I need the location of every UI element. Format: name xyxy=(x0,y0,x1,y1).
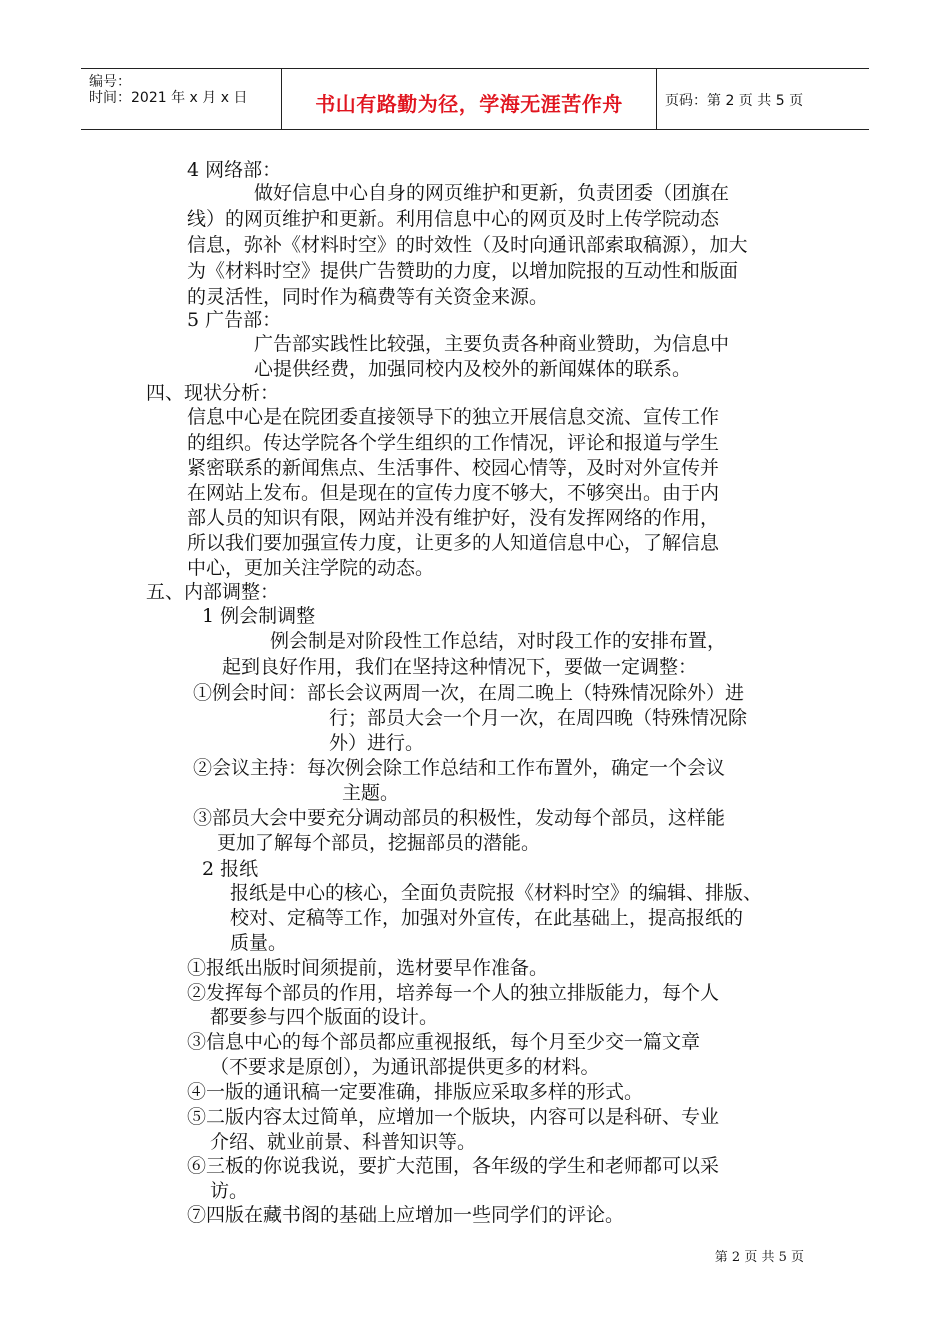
paragraph-line: 心提供经费，加强同校内及校外的新闻媒体的联系。 xyxy=(254,358,692,380)
list-item-continued: 都要参与四个版面的设计。 xyxy=(210,1006,439,1028)
paragraph-line: 的组织。传达学院各个学生组织的工作情况，评论和报道与学生 xyxy=(187,432,720,454)
list-item-continued: 外）进行。 xyxy=(329,732,425,754)
list-item-continued: 行；部员大会一个月一次，在周四晚（特殊情况除 xyxy=(329,707,748,729)
paragraph-line: 部人员的知识有限，网站并没有维护好，没有发挥网络的作用， xyxy=(187,507,720,529)
list-item-continued: （不要求是原创），为通讯部提供更多的材料。 xyxy=(210,1056,600,1078)
list-item: ①例会时间：部长会议两周一次，在周二晚上（特殊情况除外）进 xyxy=(193,682,745,704)
list-item: ③信息中心的每个部员都应重视报纸，每个月至少交一篇文章 xyxy=(187,1031,701,1053)
header-meta-cell xyxy=(81,69,281,129)
list-item: ②发挥每个部员的作用，培养每一个人的独立排版能力，每个人 xyxy=(187,982,720,1004)
list-item: ⑥三板的你说我说，要扩大范围，各年级的学生和老师都可以采 xyxy=(187,1155,720,1177)
page-header xyxy=(81,68,869,130)
paragraph-line: 中心，更加关注学院的动态。 xyxy=(187,557,435,579)
paragraph-line: 校对、定稿等工作，加强对外宣传，在此基础上，提高报纸的 xyxy=(230,907,744,929)
chapter-heading: 五、内部调整： xyxy=(146,581,280,603)
paragraph-line: 例会制是对阶段性工作总结，对时段工作的安排布置， xyxy=(270,630,727,652)
paragraph-line: 质量。 xyxy=(230,932,288,954)
paragraph-line: 所以我们要加强宣传力度，让更多的人知道信息中心，了解信息 xyxy=(187,532,720,554)
section-heading: 5 广告部： xyxy=(187,309,282,331)
paragraph-line: 做好信息中心自身的网页维护和更新，负责团委（团旗在 xyxy=(254,182,730,204)
paragraph-line: 紧密联系的新闻焦点、生活事件、校园心情等，及时对外宣传并 xyxy=(187,457,720,479)
paragraph-line: 报纸是中心的核心，全面负责院报《材料时空》的编辑、排版、 xyxy=(230,882,763,904)
paragraph-line: 为《材料时空》提供广告赞助的力度，以增加院报的互动性和版面 xyxy=(187,260,739,282)
subsection-heading: 2 报纸 xyxy=(202,858,259,880)
paragraph-line: 广告部实践性比较强，主要负责各种商业赞助，为信息中 xyxy=(254,333,730,355)
date-label: 时间：2021 年 x 月 x 日 xyxy=(89,90,248,106)
list-item-continued: 更加了解每个部员，挖掘部员的潜能。 xyxy=(217,832,541,854)
serial-label: 编号： xyxy=(89,74,131,90)
list-item: ②会议主持：每次例会除工作总结和工作布置外，确定一个会议 xyxy=(193,757,726,779)
paragraph-line: 在网站上发布。但是现在的宣传力度不够大，不够突出。由于内 xyxy=(187,482,720,504)
list-item-continued: 介绍、就业前景、科普知识等。 xyxy=(210,1131,477,1153)
list-item: ③部员大会中要充分调动部员的积极性，发动每个部员，这样能 xyxy=(193,807,726,829)
list-item-continued: 访。 xyxy=(210,1180,249,1202)
paragraph-line: 线）的网页维护和更新。利用信息中心的网页及时上传学院动态 xyxy=(187,208,720,230)
list-item: ①报纸出版时间须提前，选材要早作准备。 xyxy=(187,957,549,979)
list-item: ④一版的通讯稿一定要准确，排版应采取多样的形式。 xyxy=(187,1081,644,1103)
list-item: ⑦四版在藏书阁的基础上应增加一些同学们的评论。 xyxy=(187,1204,625,1226)
list-item: ⑤二版内容太过简单，应增加一个版块，内容可以是科研、专业 xyxy=(187,1106,720,1128)
header-page-cell xyxy=(657,69,869,129)
paragraph-line: 的灵活性，同时作为稿费等有关资金来源。 xyxy=(187,286,549,308)
header-motto-cell xyxy=(281,69,657,129)
list-item-continued: 主题。 xyxy=(342,782,400,804)
chapter-heading: 四、现状分析： xyxy=(146,382,280,404)
paragraph-line: 信息中心是在院团委直接领导下的独立开展信息交流、宣传工作 xyxy=(187,406,720,428)
page-footer: 第 2 页 共 5 页 xyxy=(714,1250,804,1265)
subsection-heading: 1 例会制调整 xyxy=(202,605,316,627)
section-heading: 4 网络部： xyxy=(187,159,282,181)
paragraph-line: 信息，弥补《材料时空》的时效性（及时向通讯部索取稿源），加大 xyxy=(187,234,748,256)
page-number-label: 页码：第 2 页 共 5 页 xyxy=(665,93,804,109)
motto: 书山有路勤为径，学海无涯苦作舟 xyxy=(315,92,623,116)
paragraph-line: 起到良好作用，我们在坚持这种情况下，要做一定调整： xyxy=(222,656,698,678)
